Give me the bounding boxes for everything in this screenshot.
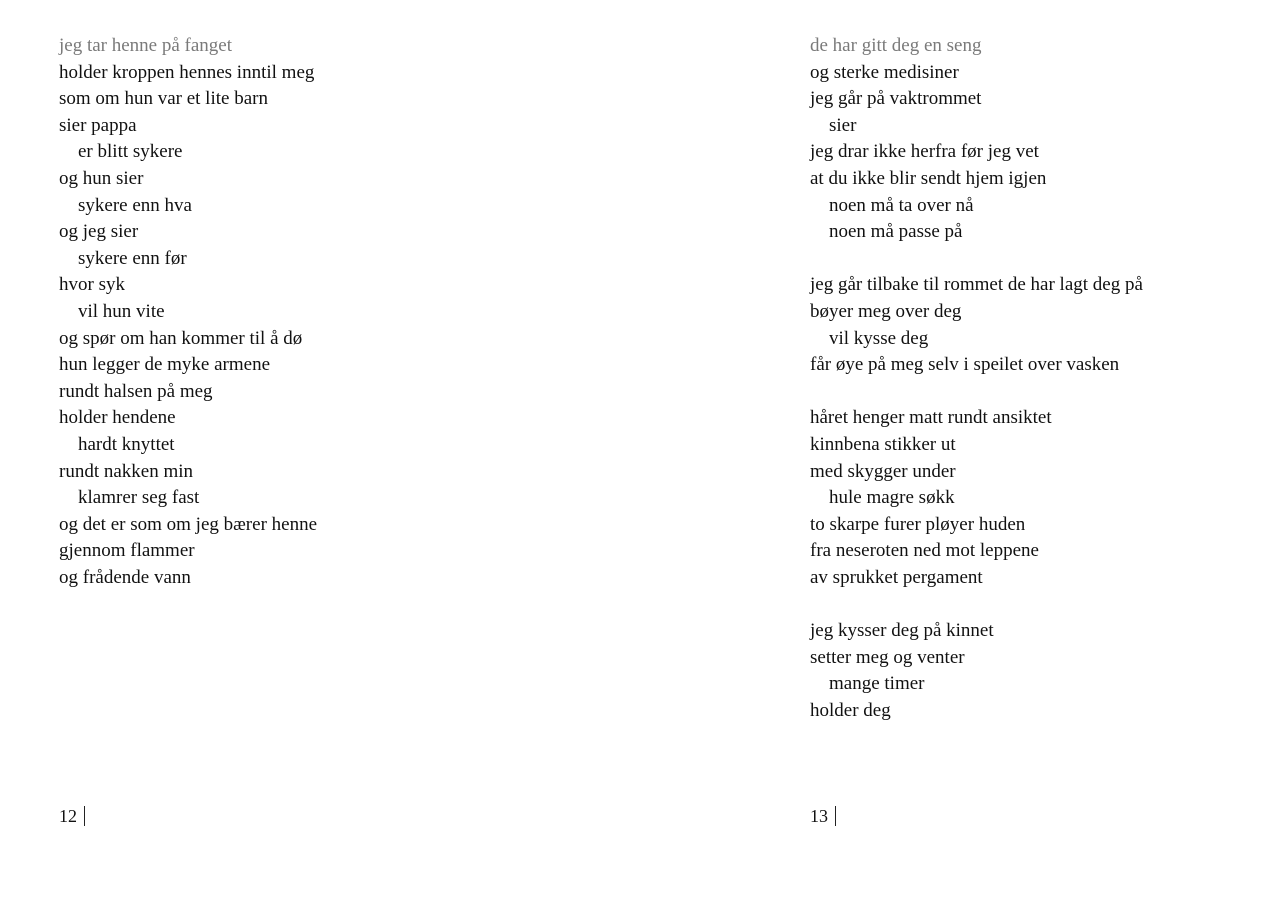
poem-line: og frådende vann [59,566,191,588]
poem-line: og sterke medisiner [810,61,959,83]
poem-line: sykere enn hva [78,194,192,216]
poem-line: hun legger de myke armene [59,354,271,376]
folio-divider [84,806,85,826]
poem-line: og hun sier [59,167,144,189]
poem-line: holder deg [810,699,891,721]
poem-line: mange timer [829,673,925,695]
poem-line: noen må passe på [829,221,963,243]
left-page-poem [59,33,317,591]
page-number-text: 13 [810,806,828,826]
poem-line: jeg går tilbake til rommet de har lagt deg på [810,274,1143,296]
folio-divider [835,806,836,826]
poem-line: holder kroppen hennes inntil meg [59,61,315,83]
poem-line: jeg drar ikke herfra før jeg vet [810,141,1039,163]
poem-line: sier pappa [59,114,137,136]
poem-line: de har gitt deg en seng [810,35,982,56]
poem-line: og det er som om jeg bærer henne [59,513,318,535]
poem-line: holder hendene [59,407,176,429]
poem-line: noen må ta over nå [829,194,974,216]
poem-line: hardt knyttet [78,433,175,455]
poem-line: av sprukket pergament [810,566,983,588]
poem-line: fra neseroten ned mot leppene [810,540,1039,562]
stanza-break [810,379,1143,406]
poem-line: setter meg og venter [810,646,965,668]
poem-line: jeg kysser deg på kinnet [810,620,994,642]
poem-line: gjennom flammer [59,540,195,562]
page-number-text: 12 [59,806,77,826]
right-page-poem [810,33,1143,724]
poem-line: og spør om han kommer til å dø [59,327,303,349]
poem-line: rundt nakken min [59,460,194,482]
poem-line: to skarpe furer pløyer huden [810,513,1026,535]
poem-line: bøyer meg over deg [810,300,962,322]
poem-line: vil hun vite [78,300,165,322]
poem-line: hvor syk [59,274,125,296]
page-number-right [810,804,836,828]
poem-line: hule magre søkk [829,487,955,509]
poem-line: jeg tar henne på fanget [59,35,233,56]
stanza-break [810,591,1143,618]
poem-line: kinnbena stikker ut [810,433,956,455]
poem-line: får øye på meg selv i speilet over vasken [810,354,1120,376]
poem-line: sier [829,114,857,136]
poem-line: med skygger under [810,460,956,482]
poem-line: og jeg sier [59,221,139,243]
poem-line: som om hun var et lite barn [59,88,268,110]
poem-line: vil kysse deg [829,327,929,349]
stanza-break [810,246,1143,273]
poem-line: at du ikke blir sendt hjem igjen [810,167,1047,189]
poem-line: rundt halsen på meg [59,380,213,402]
poem-line: er blitt sykere [78,141,183,163]
poem-line: klamrer seg fast [78,487,200,509]
poem-line: håret henger matt rundt ansiktet [810,407,1052,429]
page-number-left [59,804,85,828]
poem-line: jeg går på vaktrommet [810,88,982,110]
poem-line: sykere enn før [78,247,187,269]
